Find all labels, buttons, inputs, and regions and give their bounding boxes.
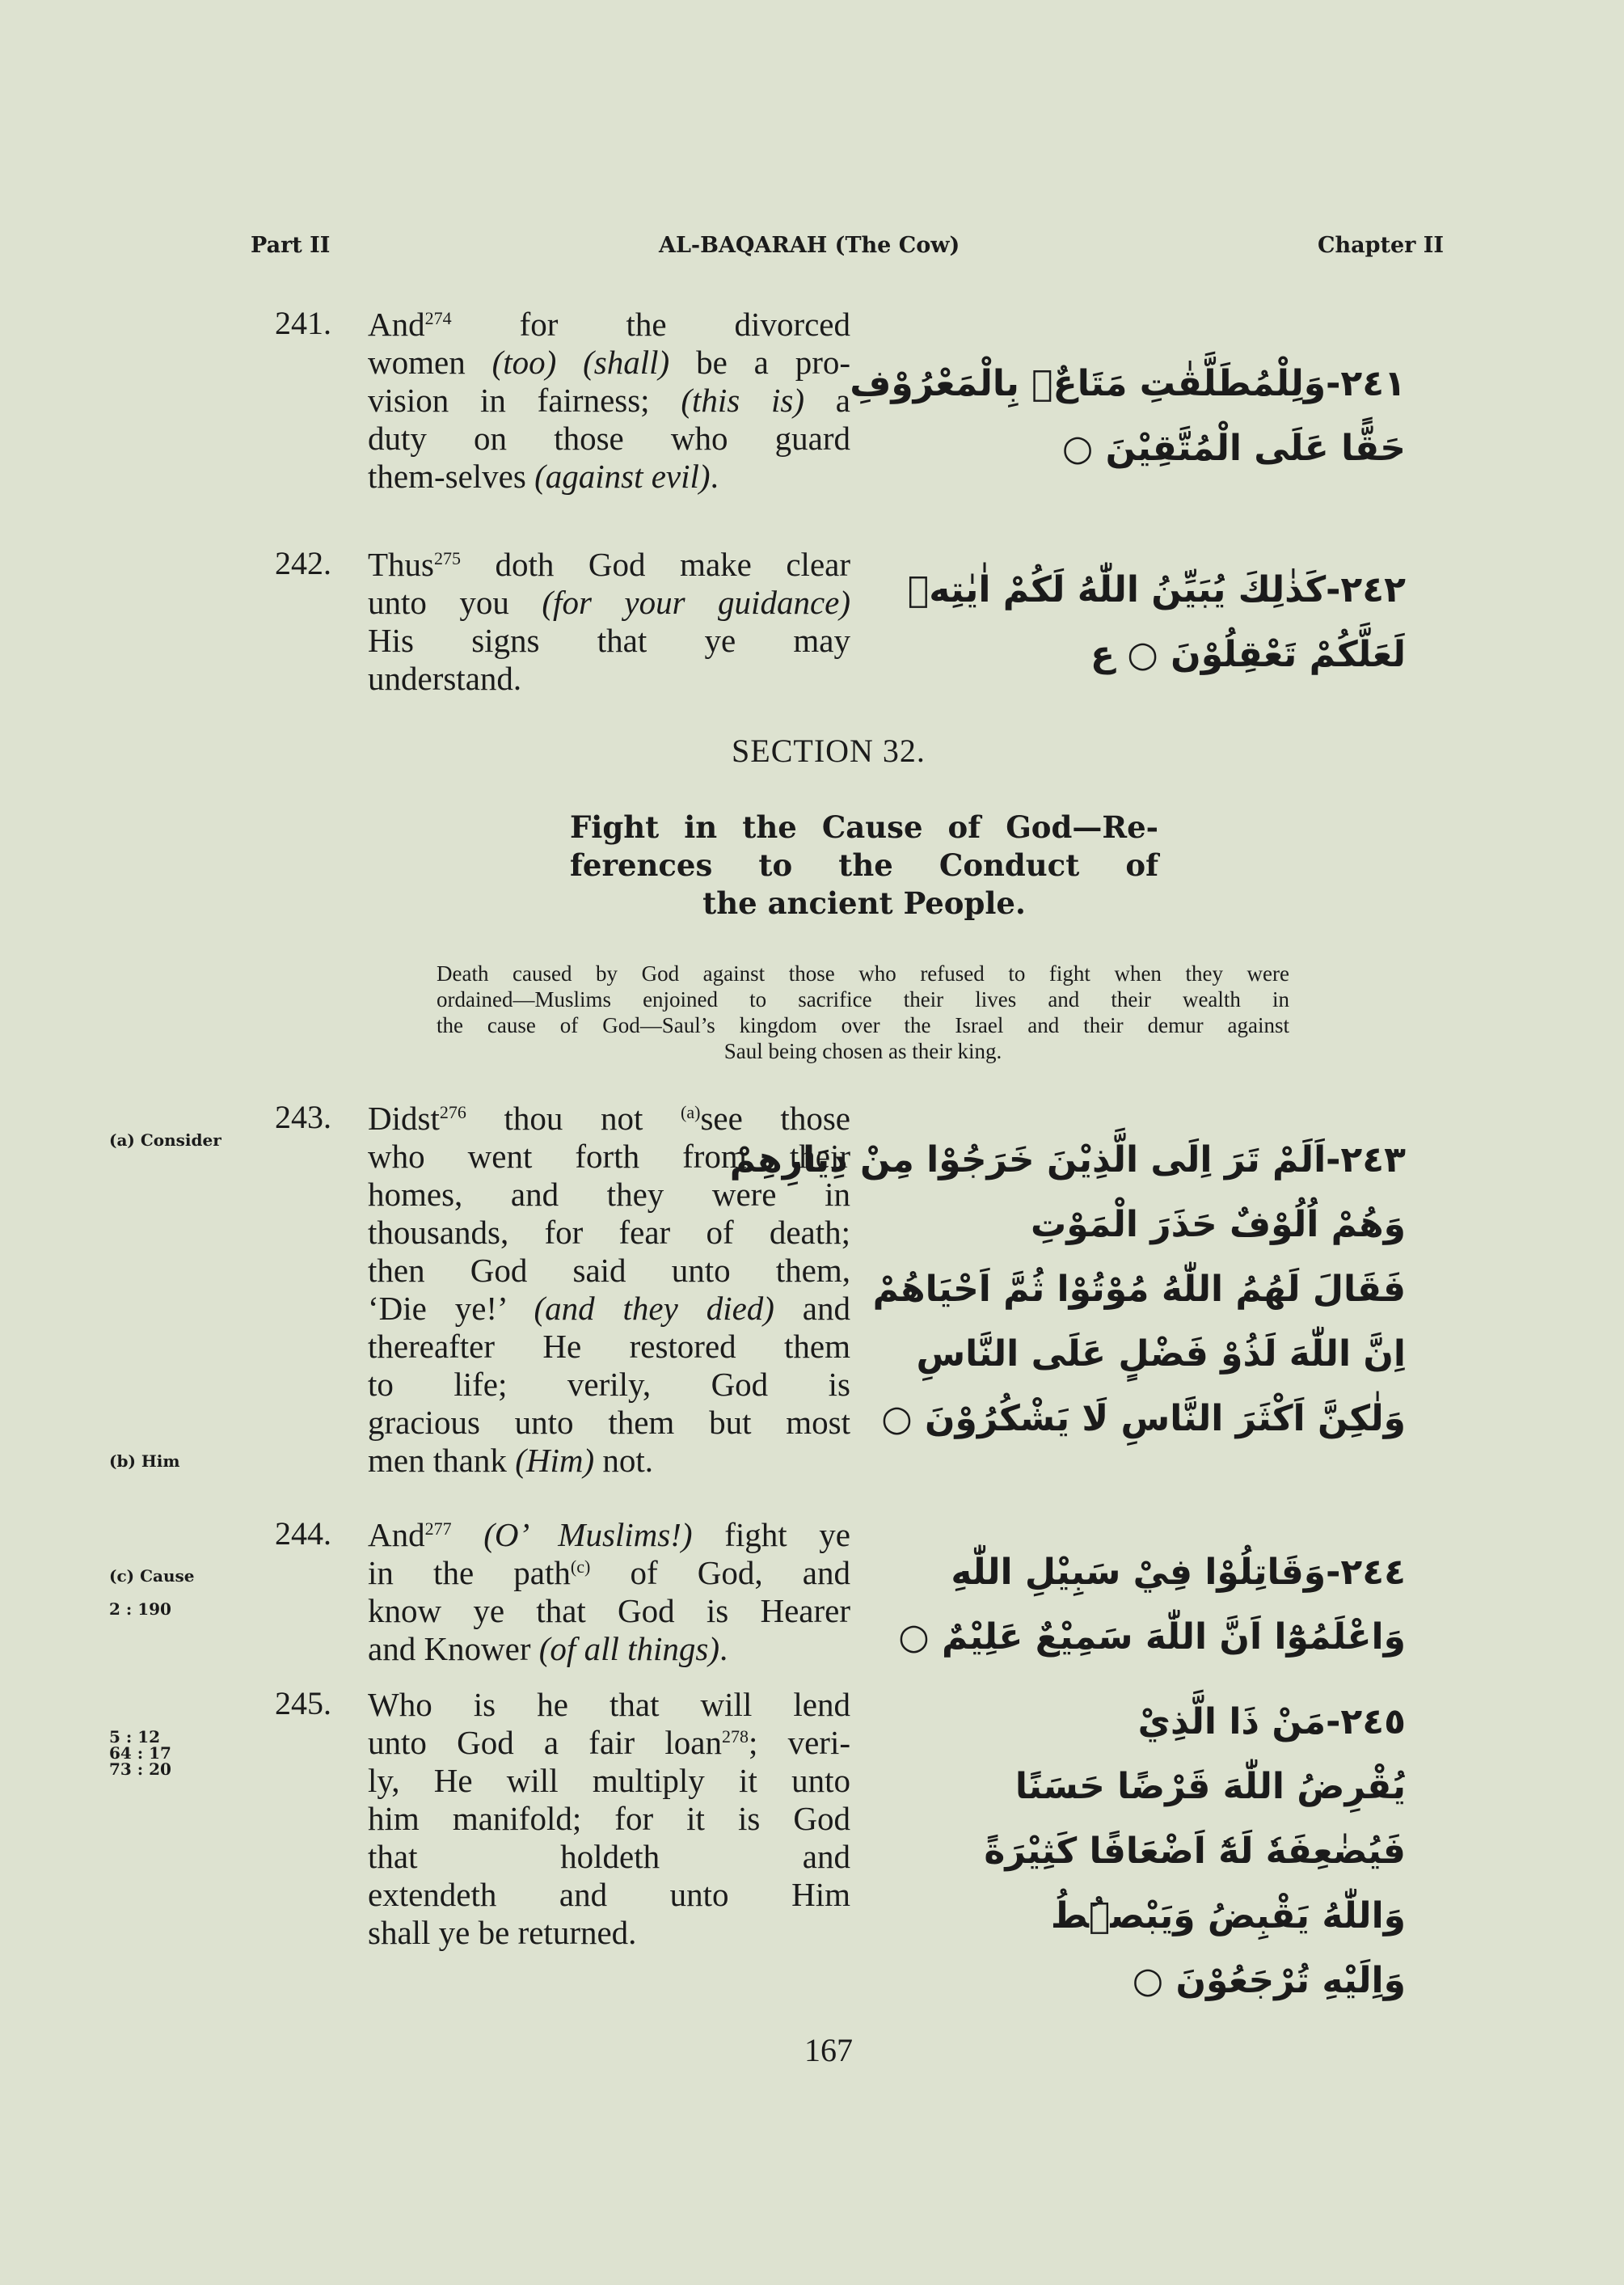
translation-line xyxy=(368,1214,850,1252)
text-segment: His signs that ye may xyxy=(368,622,850,659)
arabic-line: فَقَالَ لَهُمُ اللّٰهُ مُوْتُوْا ثُمَّ اَحْيَاهُمْ xyxy=(872,1269,1406,1310)
text-segment: doth God make clear xyxy=(461,546,850,583)
arabic-line: وَاِلَيْهِ تُرْجَعُوْنَ ○ xyxy=(1132,1960,1406,2001)
text-segment: understand. xyxy=(368,660,522,697)
text-segment: of God, and xyxy=(590,1554,850,1591)
text-segment: Thus xyxy=(368,546,434,583)
translation-line xyxy=(368,1290,850,1328)
footnote-marker: (a) xyxy=(681,1102,701,1122)
arabic-line: ٢٤٢-كَذٰلِكَ يُبَيِّنُ اللّٰهُ لَكُمْ اٰيٰتِهٖ xyxy=(907,569,1406,610)
text-segment: extendeth and unto Him xyxy=(368,1876,850,1913)
translation-line xyxy=(368,1252,850,1290)
text-segment: them-selves xyxy=(368,458,535,495)
arabic-line: ٢٤١-وَلِلْمُطَلَّقٰتِ مَتَاعٌۢ بِالْمَعْرُوْفِ xyxy=(850,363,1406,404)
text-segment: homes, and they were in xyxy=(368,1176,850,1213)
margin-ref: 73 : 20 xyxy=(109,1759,171,1779)
text-segment: men thank xyxy=(368,1442,516,1479)
translation-line xyxy=(368,1686,850,1724)
interpolation-italic: (O’ Muslims!) xyxy=(483,1516,693,1553)
text-segment: Who is he that will lend xyxy=(368,1686,850,1723)
translation-line xyxy=(368,1914,850,1952)
text-segment: that holdeth and xyxy=(368,1838,850,1875)
margin-ref: 64 : 17 xyxy=(109,1743,171,1763)
arabic-line: وَلٰكِنَّ اَكْثَرَ النَّاسِ لَا يَشْكُرُوْنَ ○ xyxy=(881,1398,1406,1439)
translation-line xyxy=(368,382,850,420)
text-segment: . xyxy=(710,458,719,495)
text-segment: shall ye be returned. xyxy=(368,1914,637,1951)
translation-line xyxy=(368,458,850,496)
arabic-line: وَاعْلَمُوْٓا اَنَّ اللّٰهَ سَمِيْعٌ عَلِيْمٌ ○ xyxy=(898,1616,1406,1658)
summary-line: ordained—Muslims enjoined to sacrifice their lives and their wealth in xyxy=(437,987,1289,1012)
text-segment: for the divorced xyxy=(451,306,850,343)
verse-arabic xyxy=(850,352,1406,481)
margin-ref: 2 : 190 xyxy=(109,1599,171,1619)
summary-line: Death caused by God against those who refused to fight when they were xyxy=(437,961,1289,986)
arabic-line: يُقْرِضُ اللّٰهَ قَرْضًا حَسَنًا xyxy=(1014,1766,1406,1807)
translation-line xyxy=(368,1554,850,1592)
interpolation-italic: (and they died) xyxy=(534,1290,774,1327)
text-segment: ‘Die ye!’ xyxy=(368,1290,534,1327)
section-title-line: the ancient People. xyxy=(702,885,1026,921)
text-segment: not. xyxy=(594,1442,654,1479)
text-segment: women xyxy=(368,344,492,381)
translation-line xyxy=(368,660,850,698)
footnote-marker: 274 xyxy=(424,308,452,328)
section-title-line: ferences to the Conduct of xyxy=(570,847,1158,883)
text-segment: fight ye xyxy=(692,1516,851,1553)
interpolation-italic: (for your guidance) xyxy=(542,584,850,621)
arabic-line: حَقًّا عَلَى الْمُتَّقِيْنَ ○ xyxy=(1061,428,1406,469)
interpolation-italic: (of all things) xyxy=(538,1630,719,1667)
translation-line xyxy=(368,1876,850,1914)
translation-line xyxy=(368,1404,850,1442)
translation-line xyxy=(368,1328,850,1366)
text-segment: know ye that God is Hearer xyxy=(368,1592,850,1629)
interpolation-italic: (shall) xyxy=(583,344,670,381)
running-header-chapter: Chapter II xyxy=(1318,233,1445,258)
arabic-line: فَيُضٰعِفَهٗ لَهٗٓ اَضْعَافًا كَثِيْرَةً xyxy=(984,1831,1406,1872)
margin-ref: 5 : 12 xyxy=(109,1727,161,1746)
translation-line xyxy=(368,1724,850,1762)
margin-note-a: (a) Consider xyxy=(109,1130,221,1150)
verse-translation xyxy=(368,546,850,698)
arabic-line: ٢٤٣-اَلَمْ تَرَ اِلَى الَّذِيْنَ خَرَجُوْا مِنْ دِيَارِهِمْ xyxy=(729,1139,1406,1181)
verse-number: 241. xyxy=(275,305,331,341)
text-segment: a xyxy=(804,382,850,419)
summary-line: the cause of God—Saul’s kingdom over the Israel and their demur against xyxy=(437,1013,1289,1037)
arabic-line: وَاللّٰهُ يَقْبِضُ وَيَبْصُۜطُ xyxy=(1050,1895,1406,1937)
text-segment: thou not xyxy=(466,1100,681,1137)
verse-translation xyxy=(368,1516,850,1668)
translation-line xyxy=(368,1762,850,1800)
text-segment: ; veri- xyxy=(749,1724,850,1761)
text-segment: and xyxy=(774,1290,850,1327)
footnote-marker: 277 xyxy=(424,1518,452,1539)
translation-line xyxy=(368,344,850,382)
translation-line xyxy=(368,1592,850,1630)
margin-note-b: (b) Him xyxy=(109,1451,180,1471)
verse-arabic xyxy=(888,1540,1406,1670)
text-segment: Didst xyxy=(368,1100,440,1137)
translation-line xyxy=(368,1442,850,1480)
text-segment: to life; verily, God is xyxy=(368,1366,850,1403)
text-segment: . xyxy=(719,1630,728,1667)
translation-line xyxy=(368,584,850,622)
footnote-marker: 278 xyxy=(722,1726,749,1746)
running-header-part: Part II xyxy=(251,233,331,258)
translation-line xyxy=(368,1516,850,1554)
translation-line xyxy=(368,622,850,660)
translation-line xyxy=(368,1800,850,1838)
text-segment xyxy=(556,344,583,381)
arabic-line: اِنَّ اللّٰهَ لَذُوْ فَضْلٍ عَلَى النَّاسِ xyxy=(916,1333,1406,1375)
interpolation-italic: (this is) xyxy=(681,382,805,419)
margin-note-c: (c) Cause xyxy=(109,1566,195,1586)
verse-number: 243. xyxy=(275,1099,331,1135)
text-segment: And xyxy=(368,306,425,343)
page-number: 167 xyxy=(804,2032,853,2068)
margin-refs-245 xyxy=(109,1729,171,1777)
verse-translation xyxy=(368,306,850,496)
section-heading: SECTION 32. xyxy=(732,733,926,769)
verse-number: 242. xyxy=(275,545,331,581)
text-segment: duty on those who guard xyxy=(368,420,850,457)
footnote-marker: 276 xyxy=(439,1102,466,1122)
translation-line xyxy=(368,1630,850,1668)
arabic-line: وَهُمْ اُلُوْفٌ حَذَرَ الْمَوْتِ xyxy=(1031,1204,1406,1245)
arabic-line: ٢٤٥-مَنْ ذَا الَّذِيْ xyxy=(1137,1701,1406,1742)
running-header-title: AL-BAQARAH (The Cow) xyxy=(659,233,960,258)
text-segment: And xyxy=(368,1516,425,1553)
text-segment: gracious unto them but most xyxy=(368,1404,850,1441)
arabic-line: لَعَلَّكُمْ تَعْقِلُوْنَ ○ ع xyxy=(1090,634,1406,675)
text-segment: who went forth from their xyxy=(368,1138,850,1175)
translation-line xyxy=(368,546,850,584)
interpolation-italic: (against evil) xyxy=(534,458,711,495)
text-segment: ly, He will multiply it unto xyxy=(368,1762,850,1799)
text-segment: and Knower xyxy=(368,1630,539,1667)
text-segment: unto God a fair loan xyxy=(368,1724,722,1761)
verse-translation xyxy=(368,1686,850,1952)
text-segment: thousands, for fear of death; xyxy=(368,1214,850,1251)
translation-line xyxy=(368,1366,850,1404)
section-title xyxy=(570,809,1158,923)
text-segment: be a pro- xyxy=(669,344,851,381)
verse-number: 244. xyxy=(275,1515,331,1552)
text-segment: see those xyxy=(700,1100,850,1137)
interpolation-italic: (too) xyxy=(491,344,557,381)
text-segment: thereafter He restored them xyxy=(368,1328,850,1365)
text-segment: in the path xyxy=(368,1554,571,1591)
footnote-marker: 275 xyxy=(434,548,461,568)
footnote-marker: (c) xyxy=(570,1556,591,1577)
interpolation-italic: (Him) xyxy=(515,1442,595,1479)
text-segment: unto you xyxy=(368,584,542,621)
verse-arabic xyxy=(888,1690,1406,2013)
translation-line xyxy=(368,306,850,344)
text-segment: him manifold; for it is God xyxy=(368,1800,850,1837)
verse-number: 245. xyxy=(275,1685,331,1721)
text-segment: vision in fairness; xyxy=(368,382,681,419)
arabic-line: ٢٤٤-وَقَاتِلُوْا فِيْ سَبِيْلِ اللّٰهِ xyxy=(951,1552,1406,1593)
section-summary xyxy=(437,961,1289,1064)
section-title-line: Fight in the Cause of God—Re- xyxy=(570,809,1158,845)
text-segment: then God said unto them, xyxy=(368,1252,850,1289)
translation-line xyxy=(368,420,850,458)
text-segment xyxy=(452,1516,484,1553)
translation-line xyxy=(368,1838,850,1876)
summary-line: Saul being chosen as their king. xyxy=(723,1039,1002,1063)
verse-arabic xyxy=(888,558,1406,687)
